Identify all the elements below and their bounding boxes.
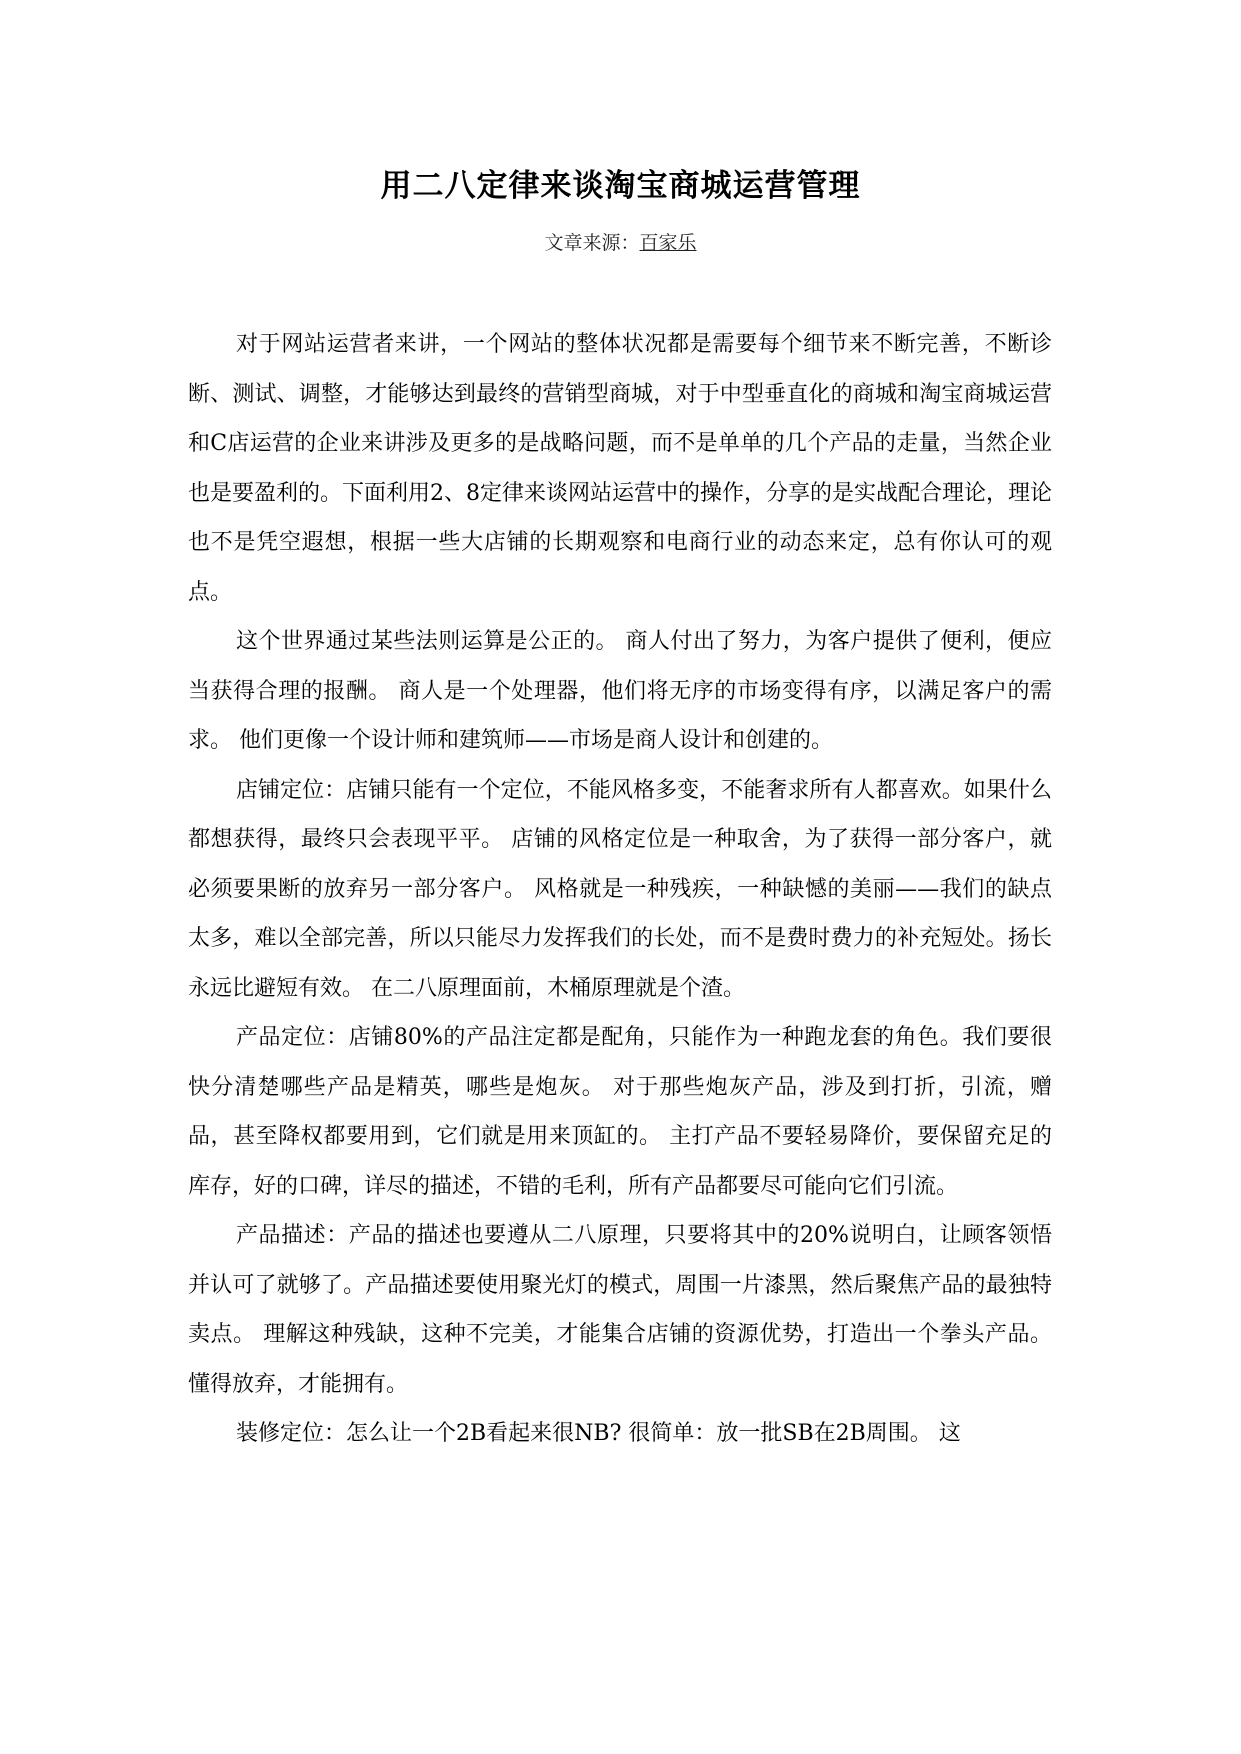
article-source [0,228,1241,255]
paragraph-product-description: 产品描述：产品的描述也要遵从二八原理，只要将其中的20%说明白，让顾客领悟并认可了就够了。产品描述要使用聚光灯的模式，周围一片漆黑，然后聚焦产品的最独特卖点。 理解这种残缺，这种不完美，才能集合店铺的资源优势，打造出一个拳头产品。 懂得放弃，才能拥有。 [188,1223,1052,1397]
paragraph-decoration-positioning: 装修定位：怎么让一个2B看起来很NB? 很简单：放一批SB在2B周围。 这 [236,1421,961,1446]
document-title: 用二八定律来谈淘宝商城运营管理 [380,168,861,204]
source-link[interactable]: 百家乐 [639,232,697,254]
paragraph-fairness: 这个世界通过某些法则运算是公正的。 商人付出了努力，为客户提供了便利，便应当获得合理的报酬。 商人是一个处理器，他们将无序的市场变得有序，以满足客户的需求。 他们更像一个设计师和建筑师——市场是商人设计和创建的。 [188,629,1052,753]
article-body [188,320,1052,1459]
paragraph-intro: 对于网站运营者来讲，一个网站的整体状况都是需要每个细节来不断完善，不断诊断、测试、调整，才能够达到最终的营销型商城，对于中型垂直化的商城和淘宝商城运营和C店运营的企业来讲涉及更多的是战略问题，而不是单单的几个产品的走量，当然企业也是要盈利的。下面利用2、8定律来谈网站运营中的操作，分享的是实战配合理论，理论也不是凭空遐想，根据一些大店铺的长期观察和电商行业的动态来定，总有你认可的观点。 [188,332,1052,605]
source-label: 文章来源： [544,232,640,254]
paragraph-product-positioning: 产品定位：店铺80%的产品注定都是配角，只能作为一种跑龙套的角色。我们要很快分清楚哪些产品是精英，哪些是炮灰。 对于那些炮灰产品，涉及到打折，引流，赠品，甚至降权都要用到，它们就是用来顶缸的。 主打产品不要轻易降价，要保留充足的库存，好的口碑，详尽的描述，不错的毛利，所有产品都要尽可能向它们引流。 [188,1025,1052,1199]
paragraph-store-positioning: 店铺定位：店铺只能有一个定位，不能风格多变，不能奢求所有人都喜欢。如果什么都想获得，最终只会表现平平。 店铺的风格定位是一种取舍，为了获得一部分客户，就必须要果断的放弃另一部分客户。 风格就是一种残疾，一种缺憾的美丽——我们的缺点太多，难以全部完善，所以只能尽力发挥我们的长处，而不是费时费力的补充短处。扬长永远比避短有效。 在二八原理面前，木桶原理就是个渣。 [188,777,1052,1001]
